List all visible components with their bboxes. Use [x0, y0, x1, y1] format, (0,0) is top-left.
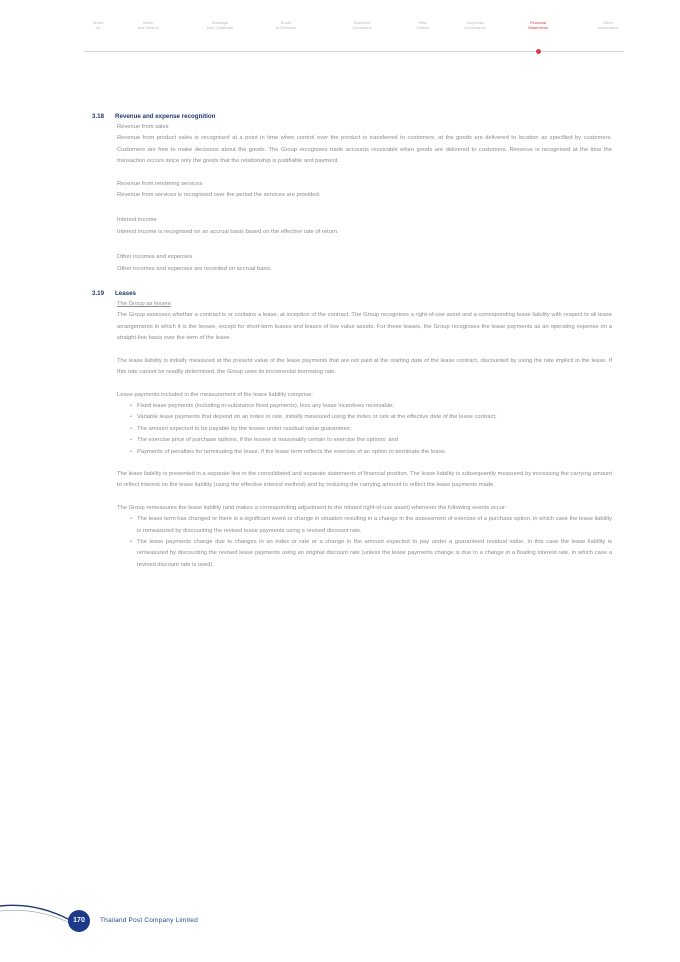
- section-heading: [92, 289, 612, 298]
- bullet-list-remeasurement: [137, 514, 612, 571]
- nav-item-label: Business: [353, 20, 371, 25]
- nav-item-label: Vision: [142, 20, 154, 25]
- nav-item-other-information[interactable]: [580, 20, 636, 30]
- paragraph: The Group remeasures the lease liability (and makes a corresponding adjustment to the related right-of-use asset) whenever the following events occur:: [117, 504, 507, 511]
- nav-item-label: Board: [280, 20, 292, 25]
- nav-item-vision[interactable]: [120, 20, 176, 30]
- nav-item-risk-factors[interactable]: [395, 20, 451, 30]
- paragraph: The lease liability is presented in a separate line in the consolidated and separate statements of financial position. The lease liability is subsequently measured by increasing the carrying amount to reflect interest on the lease liability (using the effective interest method) and by reducing the carrying amount to reflect the lease payments made.: [117, 470, 612, 489]
- nav-item-chairman-message[interactable]: [192, 20, 248, 30]
- nav-item-label: About: [92, 20, 104, 25]
- paragraph: The Group assesses whether a contract is or contains a lease, at inception of the contract. The Group recognises a right-of-use asset and a corresponding lease liability with respect to all lease arrangements in which it is the lessee, except for short-term leases and leases of low value assets. For these leases, the Group recognises the lease payments as an operating expense on a straight-line basis over the term of the lease.: [117, 312, 612, 342]
- paragraph: Revenue from product sales is recognised at a point in time when control over the product is transferred to customers, at the goods are delivered to location as specified by customers. Customers are free to make decisions about the goods. The Group recognises trade accounts receivable when goods are delivered to customers. Revenue is recognised at the time the transaction occurs since only the goods that the relationship is justifiable and payment.: [117, 135, 612, 165]
- subheading-revenue-from-services: Revenue from rendering services: [117, 180, 203, 187]
- nav-item-sublabel: Statements: [527, 25, 549, 31]
- paragraph: Other incomes and expenses are recorded on accrual basis.: [117, 265, 272, 272]
- nav-item-sublabel: from Chairman: [206, 25, 234, 31]
- nav-item-sublabel: and Mission: [137, 25, 159, 31]
- nav-item-sublabel: of Directors: [275, 25, 297, 31]
- top-navigation: [84, 20, 624, 54]
- nav-item-sublabel: Governance: [464, 25, 486, 31]
- section-title: Leases: [115, 290, 136, 298]
- list-item: • The exercise price of purchase options, if the lessee is reasonably certain to exercise the options; and: [137, 435, 612, 446]
- nav-item-financial-statements[interactable]: [510, 20, 566, 30]
- nav-item-sublabel: Operations: [352, 25, 372, 31]
- paragraph: Revenue from services is recognised over the period the services are provided.: [117, 192, 321, 199]
- section-number: 3.18: [92, 113, 105, 120]
- nav-item-about[interactable]: [70, 20, 126, 30]
- nav-item-board[interactable]: [258, 20, 314, 30]
- nav-divider-line: [84, 51, 624, 52]
- nav-item-label: Message: [211, 20, 229, 25]
- nav-item-label: Corporate: [466, 20, 484, 25]
- subheading-group-as-lessee: The Group as lessee: [117, 301, 171, 308]
- list-item: • The amount expected to be payable by the lessee under residual value guarantees;: [137, 424, 612, 435]
- section-heading: [92, 112, 612, 121]
- paragraph: Interest income is recognised on an accrual basis based on the effective rate of return.: [117, 228, 339, 235]
- page-number-badge: 170: [68, 910, 90, 932]
- section-title: Revenue and expense recognition: [115, 113, 216, 120]
- active-section-indicator: [536, 49, 541, 54]
- company-name: Thailand Post Company Limited: [100, 917, 198, 924]
- section-revenue-recognition: [92, 112, 612, 275]
- nav-item-corporate-governance[interactable]: [447, 20, 503, 30]
- list-item: • The lease payments change due to changes in an index or rate or a change in the amount expected to pay under a guaranteed residual value, in this case the lease liability is remeasured by discounting the revised lease payments using an original discount rate (unless the lease payments change is due to a change in a floating interest rate, in which case a revised discount rate is used).: [137, 537, 612, 571]
- nav-item-label: Risk: [419, 20, 427, 25]
- list-item: • The lease term has changed or there is a significant event or change in situation resulting in a change in the assessment of exercise of a purchase option, in which case the lease liability is remeasured by discounting the revised lease payments using a revised discount rate.: [137, 514, 612, 537]
- section-leases: [92, 289, 612, 571]
- nav-item-label: Financial: [529, 20, 546, 25]
- nav-item-sublabel: Information: [597, 25, 618, 31]
- subheading-other-incomes: Other incomes and expenses: [117, 254, 193, 261]
- bullet-list-lease-payments: [137, 401, 612, 458]
- list-item: • Payments of penalties for terminating the lease, if the lease term reflects the exercise of an option to terminate the lease.: [137, 447, 612, 458]
- nav-item-sublabel: Us: [95, 25, 101, 31]
- subheading-interest-income: Interest income: [117, 217, 157, 224]
- list-item: • Variable lease payments that depend on an index or rate, initially measured using the index or rate at the effective date of the lease contract;: [137, 412, 612, 423]
- nav-item-sublabel: Factors: [416, 25, 430, 31]
- nav-item-label: Other: [602, 20, 613, 25]
- paragraph: Lease payments included in the measurement of the lease liability comprise:: [117, 391, 313, 398]
- document-body: [92, 112, 612, 571]
- list-item: • Fixed lease payments (including in-substance fixed payments), less any lease incentives receivable;: [137, 401, 612, 412]
- section-number: 3.19: [92, 290, 105, 298]
- nav-item-business-operations[interactable]: [334, 20, 390, 30]
- paragraph: The lease liability is initially measured at the present value of the lease payments that are not paid at the starting date of the lease contract, discounted by using the rate implicit in the lease. If this rate cannot be readily determined, the Group uses its incremental borrowing rate.: [117, 357, 612, 376]
- subheading-revenue-from-sales: Revenue from sales: [117, 124, 169, 130]
